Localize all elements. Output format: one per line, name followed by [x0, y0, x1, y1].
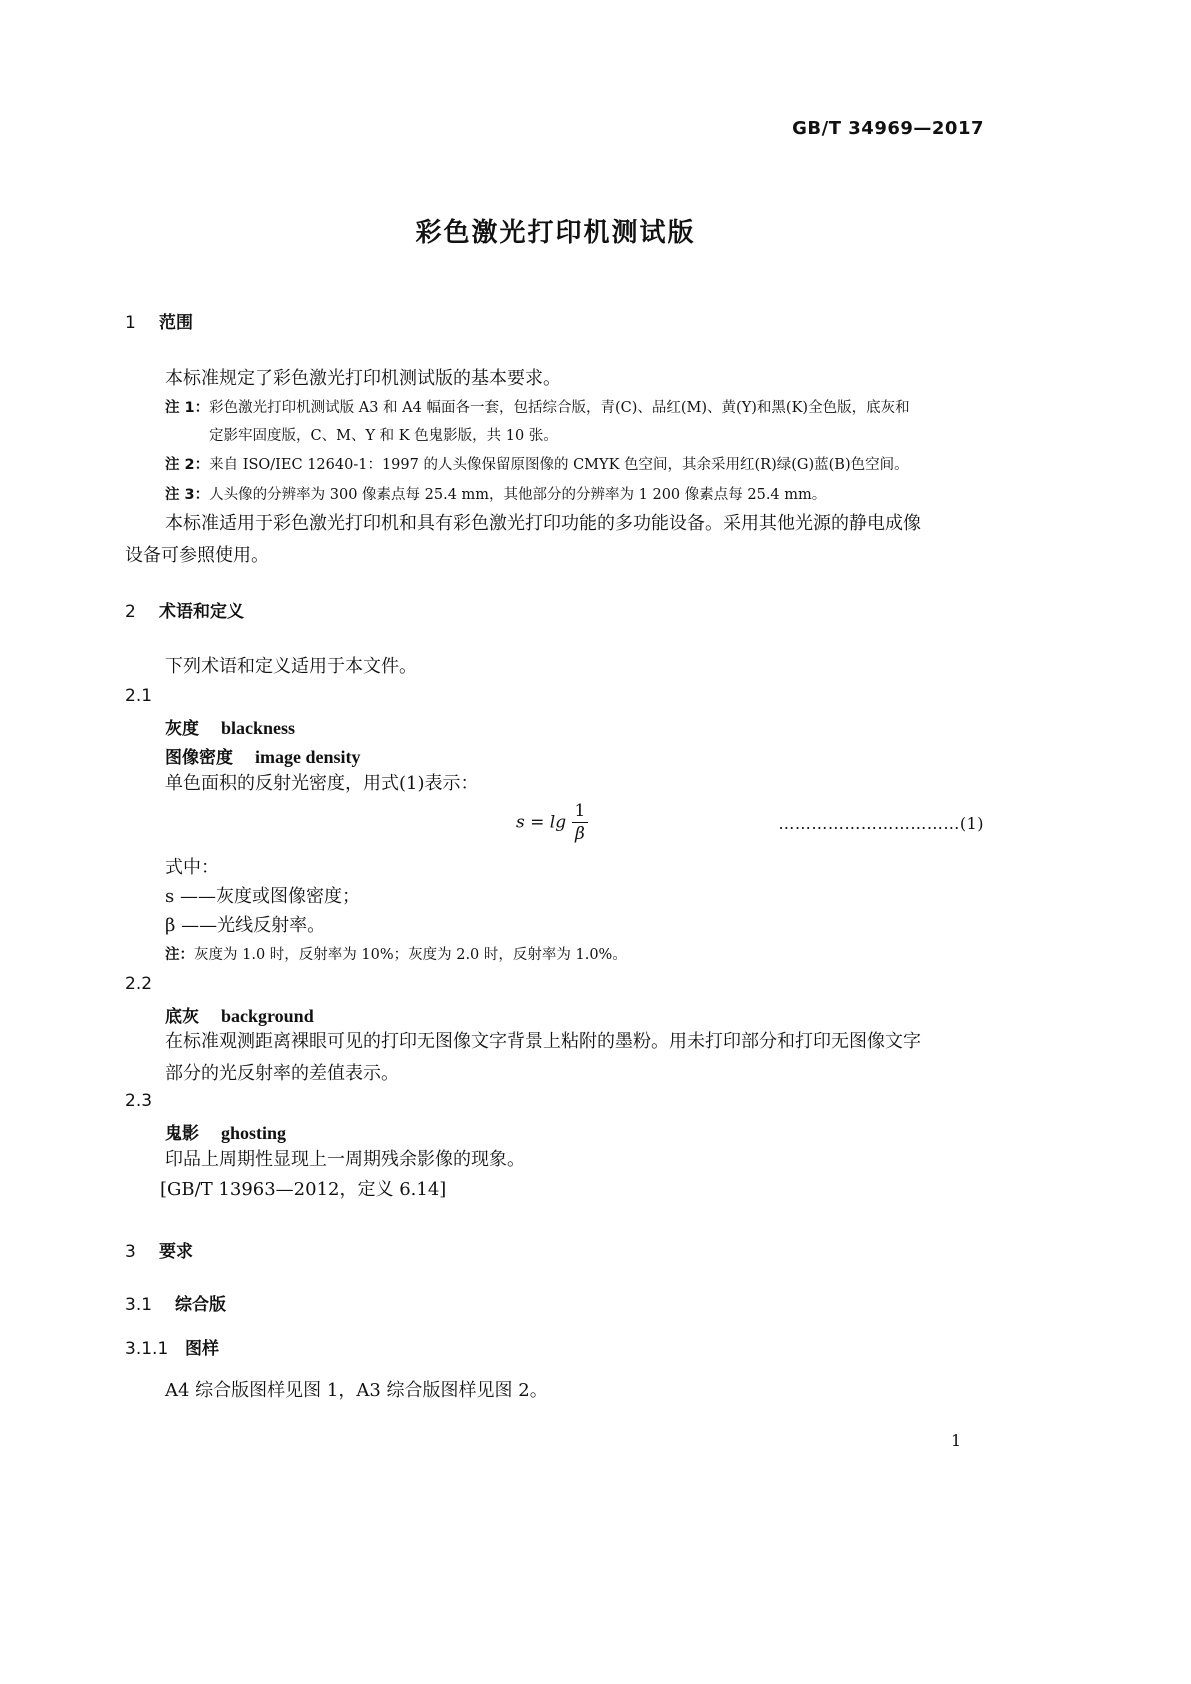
note-2-text: 来自 ISO/IEC 12640-1：1997 的人头像保留原图像的 CMYK 色空间，其余采用红(R)绿(G)蓝(B)色空间。: [209, 457, 909, 473]
section-3-number: 3: [125, 1242, 136, 1262]
term-2-3-cn: 鬼影: [165, 1124, 199, 1144]
note-1: [165, 394, 995, 450]
term-2-1: [165, 714, 295, 739]
standard-number: GB/T 34969—2017: [792, 118, 984, 139]
term-2-1-number: 2.1: [125, 686, 153, 706]
term-2-2-def-line-2: 部分的光反射率的差值表示。: [165, 1063, 399, 1084]
term-2-3-en: ghosting: [221, 1123, 287, 1143]
formula-var-beta: β ——光线反射率。: [165, 915, 326, 936]
term-2-2-cn: 底灰: [165, 1007, 199, 1027]
term-2-2-number: 2.2: [125, 974, 153, 994]
term-2-2-en: background: [221, 1006, 314, 1026]
formula-1-reference: ……………………………(1): [778, 814, 984, 833]
section-1-title: 范围: [159, 313, 193, 333]
formula-where: 式中：: [165, 857, 219, 878]
terms-intro: 下列术语和定义适用于本文件。: [165, 656, 417, 677]
note-3: [165, 481, 826, 509]
term-2-1-definition: 单色面积的反射光密度，用式(1)表示：: [165, 773, 479, 794]
section-3-1-1-heading: [125, 1334, 219, 1359]
term-2-1-note-label: 注：: [165, 947, 194, 963]
term-2-3-number: 2.3: [125, 1091, 153, 1111]
page-number: 1: [951, 1431, 962, 1450]
section-3-1-1-number: 3.1.1: [125, 1339, 169, 1359]
note-2: [165, 451, 909, 479]
term-2-1-alt-cn: 图像密度: [165, 748, 233, 768]
formula-1: [516, 800, 588, 845]
section-1-heading: [125, 308, 193, 333]
section-2-title: 术语和定义: [159, 602, 244, 622]
formula-var-s: s ——灰度或图像密度；: [165, 886, 360, 907]
term-2-1-note: [165, 941, 627, 969]
note-2-label: 注 2：: [165, 457, 210, 473]
note-3-label: 注 3：: [165, 487, 210, 503]
term-2-3: [165, 1119, 286, 1144]
section-1-number: 1: [125, 313, 136, 333]
document-title: 彩色激光打印机测试版: [415, 218, 696, 248]
section-3-heading: [125, 1237, 193, 1262]
formula-lhs: s = lg: [516, 812, 567, 833]
note-1-line-2: 定影牢固度版，C、M、Y 和 K 色鬼影版，共 10 张。: [209, 428, 558, 444]
section-3-1-heading: [125, 1290, 226, 1315]
note-1-label: 注 1：: [165, 400, 210, 416]
section-2-number: 2: [125, 602, 136, 622]
scope-paragraph-2: [125, 508, 985, 572]
term-2-3-source: [GB/T 13963—2012，定义 6.14]: [160, 1179, 447, 1200]
scope-paragraph-1: 本标准规定了彩色激光打印机测试版的基本要求。: [165, 368, 561, 389]
formula-numerator: 1: [572, 800, 589, 823]
term-2-2-def-line-1: 在标准观测距离裸眼可见的打印无图像文字背景上粘附的墨粉。用未打印部分和打印无图像文字: [165, 1031, 921, 1052]
section-3-title: 要求: [159, 1242, 193, 1262]
note-3-text: 人头像的分辨率为 300 像素点每 25.4 mm，其他部分的分辨率为 1 200 像素点每 25.4 mm。: [209, 487, 827, 503]
section-3-1-1-title: 图样: [185, 1339, 219, 1359]
term-2-3-definition: 印品上周期性显现上一周期残余影像的现象。: [165, 1149, 525, 1170]
note-1-line-1: 彩色激光打印机测试版 A3 和 A4 幅面各一套，包括综合版，青(C)、品红(M)、黄(Y)和黑(K)全色版，底灰和: [209, 400, 910, 416]
term-2-1-alt: [165, 743, 361, 768]
section-3-1-number: 3.1: [125, 1295, 153, 1315]
section-3-1-1-paragraph: A4 综合版图样见图 1，A3 综合版图样见图 2。: [165, 1380, 548, 1401]
term-2-1-en: blackness: [221, 718, 296, 738]
term-2-2: [165, 1002, 314, 1027]
section-3-1-title: 综合版: [175, 1295, 226, 1315]
scope-paragraph-2-line-2: 设备可参照使用。: [125, 545, 269, 566]
term-2-1-cn: 灰度: [165, 719, 199, 739]
scope-paragraph-2-line-1: 本标准适用于彩色激光打印机和具有彩色激光打印功能的多功能设备。采用其他光源的静电成像: [165, 513, 921, 534]
formula-denominator: β: [575, 824, 585, 844]
section-2-heading: [125, 597, 244, 622]
term-2-2-definition: [125, 1026, 985, 1090]
formula-fraction: [572, 800, 589, 845]
term-2-1-alt-en: image density: [255, 747, 361, 767]
term-2-1-note-text: 灰度为 1.0 时，反射率为 10%；灰度为 2.0 时，反射率为 1.0%。: [194, 947, 627, 963]
